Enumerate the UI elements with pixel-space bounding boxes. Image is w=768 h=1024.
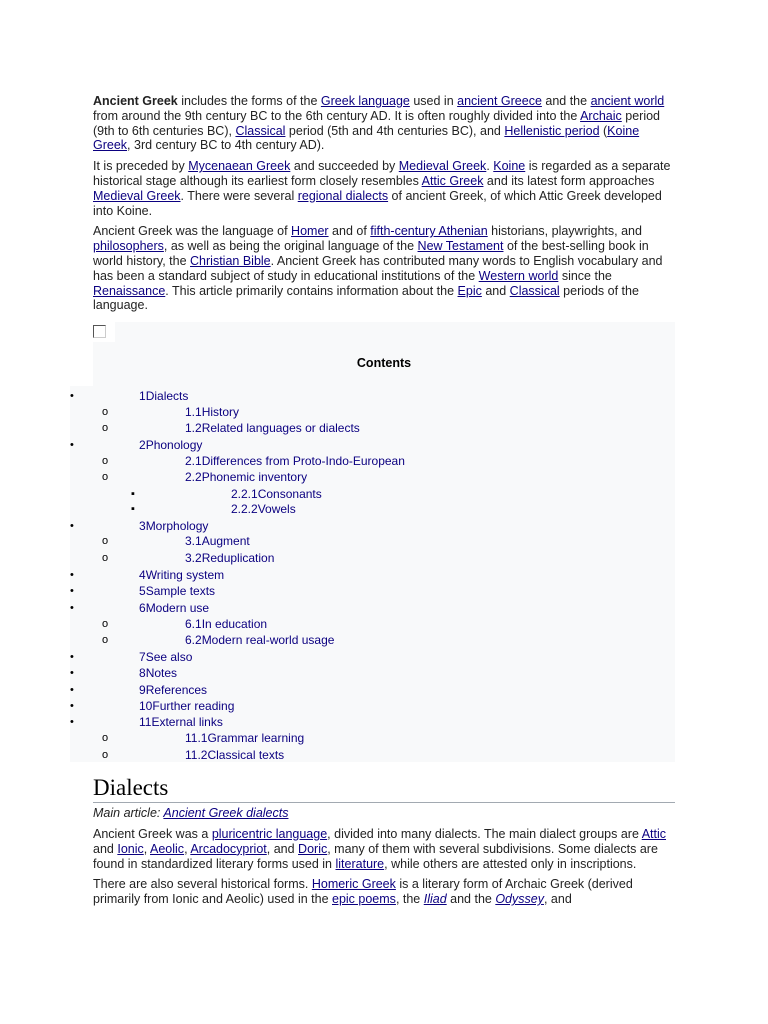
wiki-link[interactable]: Archaic (580, 108, 622, 123)
circle-bullet-icon (102, 420, 108, 436)
toc-toggle-checkbox[interactable] (93, 325, 106, 338)
toc-item-number: 11 (139, 715, 152, 729)
disc-bullet-icon (70, 600, 74, 616)
text-run: and (481, 283, 510, 298)
wiki-link[interactable]: Homeric Greek (311, 877, 396, 892)
intro-paragraph-1 (93, 94, 675, 153)
toc-item[interactable] (139, 714, 223, 730)
toc-item-label: History (201, 405, 240, 419)
toc-item-label: Vowels (257, 502, 296, 516)
toc-item-label: Grammar learning (207, 731, 305, 745)
wiki-link[interactable]: Ionic (117, 841, 144, 856)
wiki-link-italic[interactable]: Odyssey (495, 892, 544, 907)
circle-bullet-icon (102, 730, 108, 746)
text-run: , many of them with several subdivisions. Some dialects are found in standardized literary forms used in (93, 841, 658, 871)
text-run: There are also several historical forms. (93, 877, 312, 892)
text-run: since the (558, 268, 612, 283)
wiki-link[interactable]: Christian Bible (190, 253, 271, 268)
toc-item-label: Phonology (145, 438, 203, 452)
toc-item-number: 1.1 (185, 405, 202, 419)
toc-item-number: 6.1 (185, 617, 202, 631)
circle-bullet-icon (102, 469, 108, 485)
toc-item[interactable] (139, 682, 207, 698)
toc-item-label: Modern real-world usage (201, 633, 335, 647)
toc-item-label: Sample texts (145, 584, 216, 598)
wiki-link[interactable]: Western world (478, 268, 559, 283)
circle-bullet-icon (102, 747, 108, 763)
toc-item-number: 2.2.2 (231, 502, 258, 516)
toc-item[interactable] (185, 469, 307, 485)
toc-item[interactable] (231, 501, 296, 517)
toc-item-number: 1.2 (185, 421, 202, 435)
disc-bullet-icon (70, 698, 74, 714)
text-run: and its latest form approaches (483, 173, 655, 188)
toc-item[interactable] (185, 550, 274, 566)
wiki-link[interactable]: Classical (509, 283, 560, 298)
text-run: , divided into many dialects. The main dialect groups are (327, 827, 642, 841)
circle-bullet-icon (102, 533, 108, 549)
toc-item-number: 6.2 (185, 633, 202, 647)
text-run: period (9th to 6th centuries BC), (93, 108, 661, 138)
text-run: , and (543, 892, 572, 907)
circle-bullet-icon (102, 404, 108, 420)
circle-bullet-icon (102, 453, 108, 469)
wiki-link[interactable]: Attic Greek (421, 173, 484, 188)
disc-bullet-icon (70, 682, 74, 698)
toc-item-number: 9 (139, 683, 146, 697)
toc-item-number: 3 (139, 519, 146, 533)
toc-item[interactable] (185, 730, 304, 746)
text-run: and of (328, 224, 371, 239)
wiki-link[interactable]: literature (335, 856, 385, 871)
toc-item[interactable] (185, 747, 284, 763)
disc-bullet-icon (70, 649, 74, 665)
wiki-link[interactable]: Doric (298, 841, 328, 856)
toc-item-number: 11.1 (185, 731, 208, 745)
wiki-link[interactable]: epic poems (332, 892, 396, 907)
intro-paragraph-2 (93, 159, 675, 218)
text-run: , the (395, 892, 424, 907)
wiki-link[interactable]: Koine Greek (93, 123, 640, 153)
toc-item-label: Related languages or dialects (201, 421, 360, 435)
toc-item[interactable] (139, 567, 224, 583)
wiki-link[interactable]: New Testament (417, 239, 504, 254)
text-run: period (5th and 4th centuries BC), and (285, 123, 505, 138)
intro-paragraph-3 (93, 224, 675, 313)
toc-item-number: 6 (139, 601, 146, 615)
toc-item-label: Differences from Proto-Indo-European (201, 454, 405, 468)
circle-bullet-icon (102, 616, 108, 632)
toc-item[interactable] (139, 649, 192, 665)
toc-item[interactable] (139, 698, 234, 714)
text-run: . Ancient Greek has contributed many words to English vocabulary and has been a standard subject of study in educational institutions of the (93, 253, 663, 283)
dialects-paragraph-2 (93, 877, 675, 907)
square-bullet-icon (131, 486, 135, 502)
toc-item-label: Modern use (145, 601, 210, 615)
text-run: . This article primarily contains information about the (165, 283, 458, 298)
toc-item-label: Further reading (152, 699, 235, 713)
toc-item-number: 8 (139, 666, 146, 680)
toc-item[interactable] (185, 632, 334, 648)
text-run: , 3rd century BC to 4th century AD). (127, 138, 325, 153)
toc-item-number: 2.2.1 (231, 487, 258, 501)
text-run: and (93, 841, 118, 856)
toc-item[interactable] (139, 388, 188, 404)
text-run: and succeeded by (290, 159, 399, 174)
toc-item-label: Phonemic inventory (201, 470, 308, 484)
circle-bullet-icon (102, 550, 108, 566)
toc-item-number: 11.2 (185, 748, 208, 762)
section-heading-dialects: Dialects (93, 774, 675, 803)
wiki-link[interactable]: ancient world (590, 94, 665, 108)
toc-item-label: Writing system (145, 568, 225, 582)
bold-term: Ancient Greek (93, 94, 178, 108)
text-run: , (143, 841, 151, 856)
toc-item[interactable] (139, 600, 209, 616)
toc-item[interactable] (185, 533, 250, 549)
wiki-link-italic[interactable]: Iliad (423, 892, 447, 907)
text-run: Ancient Greek was a (93, 827, 212, 841)
text-run: periods of the language. (93, 283, 639, 313)
hatnote (93, 805, 288, 821)
toc-item-number: 7 (139, 650, 146, 664)
toc-item[interactable] (185, 616, 267, 632)
toc-item-number: 2.1 (185, 454, 202, 468)
toc-item-label: Morphology (145, 519, 209, 533)
toc-item[interactable] (185, 404, 239, 420)
toc-item-label: Augment (201, 534, 250, 548)
toc-item[interactable] (231, 486, 322, 502)
disc-bullet-icon (70, 518, 74, 534)
toc-item-number: 5 (139, 584, 146, 598)
wiki-link[interactable]: Greek language (320, 94, 410, 108)
toc-item-label: See also (145, 650, 193, 664)
toc-item-number: 3.2 (185, 551, 202, 565)
toc-item-label: Consonants (257, 487, 322, 501)
wiki-link[interactable]: Medieval Greek (398, 159, 487, 174)
hatnote-prefix: Main article: (93, 806, 164, 820)
text-run: , and (266, 841, 299, 856)
wiki-link[interactable]: Epic (457, 283, 482, 298)
wiki-link[interactable]: philosophers (93, 239, 164, 254)
wiki-link[interactable]: Aeolic (150, 841, 185, 856)
toc-title: Contents (356, 356, 412, 370)
main-article-link[interactable]: Ancient Greek dialects (163, 806, 289, 820)
toc-item-number: 10 (139, 699, 153, 713)
text-run: , (184, 841, 191, 856)
text-run: is a literary form of Archaic Greek (derived primarily from Ionic and Aeolic) used in the (93, 877, 633, 907)
circle-bullet-icon (102, 632, 108, 648)
text-run: , as well as being the original language of the (163, 239, 418, 254)
wiki-link[interactable]: Mycenaean Greek (188, 159, 291, 174)
disc-bullet-icon (70, 665, 74, 681)
toc-item[interactable] (139, 583, 215, 599)
text-run: and the (446, 892, 496, 907)
disc-bullet-icon (70, 567, 74, 583)
dialects-section-body (93, 827, 675, 913)
text-run: from around the 9th century BC to the 6th century AD. It is often roughly divided into the (93, 108, 581, 123)
toc-item-label: References (145, 683, 208, 697)
toc-item[interactable] (185, 420, 360, 436)
wiki-link[interactable]: regional dialects (297, 188, 389, 203)
text-run: of the best-selling book in world history, the (93, 239, 649, 268)
toc-item-number: 4 (139, 568, 146, 582)
disc-bullet-icon (70, 583, 74, 599)
wiki-link[interactable]: fifth-century Athenian (370, 224, 488, 239)
toc-item-number: 3.1 (185, 534, 202, 548)
toc-item-number: 2 (139, 438, 146, 452)
text-run: ( (599, 123, 608, 138)
wiki-link[interactable]: Attic (641, 827, 667, 841)
toc-item-label: External links (151, 715, 223, 729)
wiki-link[interactable]: Arcadocypriot (190, 841, 267, 856)
wiki-link[interactable]: Hellenistic period (504, 123, 600, 138)
text-run: Ancient Greek was the language of (93, 224, 292, 239)
square-bullet-icon (131, 501, 135, 517)
text-run: and the (541, 94, 591, 108)
article-intro (93, 94, 675, 319)
wiki-link[interactable]: Renaissance (93, 283, 166, 298)
disc-bullet-icon (70, 714, 74, 730)
wiki-link[interactable]: Medieval Greek (93, 188, 181, 203)
toc-item-number: 1 (139, 389, 146, 403)
wiki-link[interactable]: ancient Greece (457, 94, 542, 108)
disc-bullet-icon (70, 437, 74, 453)
text-run: , while others are attested only in inscriptions. (384, 856, 637, 871)
toc-item-label: Notes (145, 666, 178, 680)
text-run: It is preceded by (93, 159, 189, 174)
toc-item-number: 2.2 (185, 470, 202, 484)
text-run: includes the forms of the (177, 94, 321, 108)
wiki-link[interactable]: Classical (235, 123, 286, 138)
wiki-link[interactable]: Koine (493, 159, 526, 174)
wiki-link[interactable]: Homer (291, 224, 329, 239)
text-run: historians, playwrights, and (487, 224, 642, 239)
toc-item[interactable] (139, 437, 202, 453)
toc-item[interactable] (139, 518, 208, 534)
toc-item-label: Dialects (145, 389, 189, 403)
toc-item[interactable] (185, 453, 405, 469)
text-run: . There were several (180, 188, 298, 203)
toc-item-label: Reduplication (201, 551, 275, 565)
disc-bullet-icon (70, 388, 74, 404)
text-run: of ancient Greek, of which Attic Greek developed into Koine. (93, 188, 662, 218)
wiki-link[interactable]: pluricentric language (211, 827, 328, 841)
toc-item[interactable] (139, 665, 177, 681)
text-run: . (486, 159, 494, 174)
text-run: is regarded as a separate historical stage although its earliest form closely resembles (93, 159, 671, 188)
toc-item-label: In education (201, 617, 268, 631)
dialects-paragraph-1 (93, 827, 675, 871)
text-run: used in (409, 94, 458, 108)
toc-item-label: Classical texts (207, 748, 285, 762)
